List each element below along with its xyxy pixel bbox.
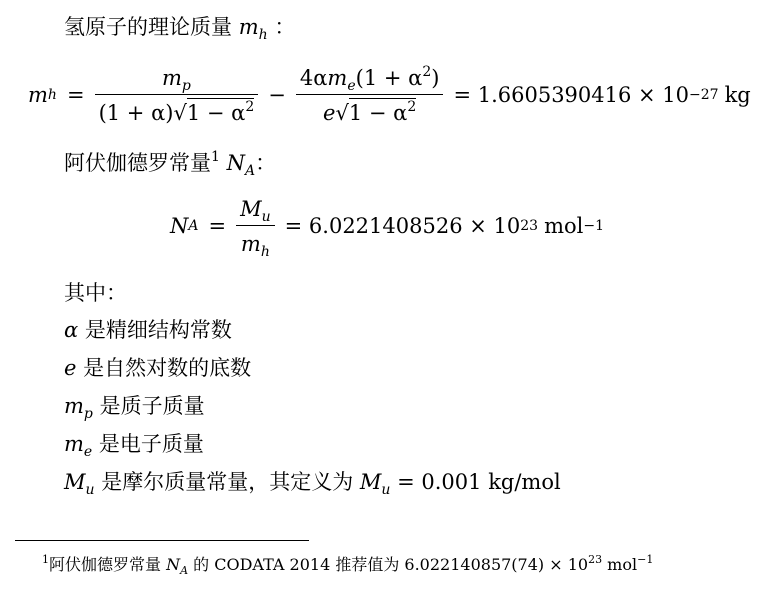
footnote (42, 552, 653, 575)
eq2-num-sub: u (261, 208, 271, 225)
equation-hydrogen-mass: m h = $\frac{m_p}{(1 + \alpha)√1 - \alpha^2}$ − $\frac{4\alpha m_e(1 + \alpha^2)}{e√1 - \alpha^2}$ = 1.6605390416 × 10 −27 kg (28, 63, 751, 125)
eq1-frac2-den-e: e (323, 100, 336, 125)
def-tail-text: = 0.001 kg/mol (390, 470, 561, 494)
definition-alpha (64, 320, 232, 341)
footnote-mark: 1 (211, 149, 220, 165)
eq2-fraction (236, 196, 275, 260)
def-symbol: M (64, 470, 86, 494)
heading-avogadro (64, 149, 277, 179)
eq2-lhs: N (170, 214, 189, 238)
footnote-unit: mol (602, 555, 638, 574)
eq1-fraction-2 (296, 63, 444, 125)
symbol-N: N (226, 151, 245, 175)
colon: ： (255, 151, 277, 175)
heading-hydrogen-text: 氢原子的理论质量 (64, 15, 232, 39)
symbol-m: m (238, 15, 259, 39)
def-text: 是电子质量 (92, 432, 204, 456)
eq2-num: M (240, 196, 262, 221)
eq1-frac2-num-sub: e (347, 77, 356, 94)
eq1-frac1-den-a: (1 + α) (98, 100, 174, 125)
footnote-symbol-sub: A (180, 564, 189, 577)
eq1-frac2-num-a: 4α (299, 65, 328, 90)
footnote-unit-exp: −1 (637, 553, 654, 566)
eq2-unit: mol (544, 214, 584, 238)
eq1-frac2-den-sqrt: 1 − α (348, 100, 408, 125)
def-symbol: α (64, 318, 79, 342)
eq1-frac1-den-sqrt: 1 − α (186, 100, 246, 125)
eq2-result: = 6.0221408526 × 10 (284, 214, 521, 238)
footnote-mark: 1 (42, 553, 49, 566)
footnote-text: 的 CODATA 2014 推荐值为 6.022140857(74) × 10 (188, 555, 589, 574)
symbol-sub-A: A (244, 163, 256, 179)
def-text: 是摩尔质量常量，其定义为 (94, 470, 360, 494)
def-text: 是自然对数的底数 (76, 356, 252, 380)
definition-Mu (64, 470, 561, 498)
footnote-prefix: 阿伏伽德罗常量 (49, 555, 167, 574)
heading-avogadro-text: 阿伏伽德罗常量 (64, 151, 211, 175)
eq1-unit: kg (724, 83, 751, 107)
eq1-frac2-num-sup: 2 (422, 63, 432, 80)
footnote-exp: 23 (588, 553, 603, 566)
definition-e (64, 358, 251, 379)
def-text: 是质子质量 (92, 394, 205, 418)
eq1-equals: = (66, 83, 85, 107)
equation-avogadro: N A = $\frac{M_u}{m_h}$ = 6.0221408526 × 10 23 mol −1 (170, 196, 604, 260)
eq1-frac1-num: m (161, 65, 182, 90)
def-symbol-sub: u (85, 482, 95, 498)
eq1-frac1-num-sub: p (181, 77, 191, 94)
eq1-frac1-den-sup: 2 (245, 98, 255, 115)
def-tail-symbol-sub: u (381, 482, 391, 498)
where-text: 其中： (64, 281, 127, 305)
footnote-rule (15, 540, 309, 541)
eq1-result: = 1.6605390416 × 10 (453, 83, 690, 107)
def-text: 是精细结构常数 (78, 318, 232, 342)
def-symbol-sub: e (83, 444, 93, 460)
eq2-den-sub: h (260, 243, 270, 260)
symbol-sub-h: h (258, 27, 268, 43)
def-symbol-sub: p (83, 406, 93, 422)
def-symbol: m (64, 394, 84, 418)
eq1-frac2-num-b: (1 + α (355, 65, 423, 90)
def-symbol: m (64, 432, 84, 456)
def-symbol: e (64, 356, 77, 380)
colon: ： (274, 15, 296, 39)
sqrt-sign: √ (335, 100, 349, 125)
footnote-symbol: N (166, 555, 181, 574)
def-tail-symbol: M (359, 470, 382, 494)
eq1-frac2-den-sup: 2 (407, 98, 417, 115)
eq1-lhs: m (28, 83, 48, 107)
eq1-fraction-1 (95, 66, 259, 125)
eq1-minus: − (268, 83, 286, 107)
definition-mp (64, 394, 205, 422)
eq2-equals: = (208, 214, 227, 238)
where-label (64, 283, 127, 304)
heading-hydrogen-mass (64, 15, 296, 43)
eq2-den: m (240, 231, 261, 256)
eq1-frac2-num-c: ) (431, 65, 440, 90)
definition-me (64, 432, 204, 460)
sqrt-sign: √ (173, 100, 187, 125)
eq1-frac2-num-m: m (327, 65, 348, 90)
